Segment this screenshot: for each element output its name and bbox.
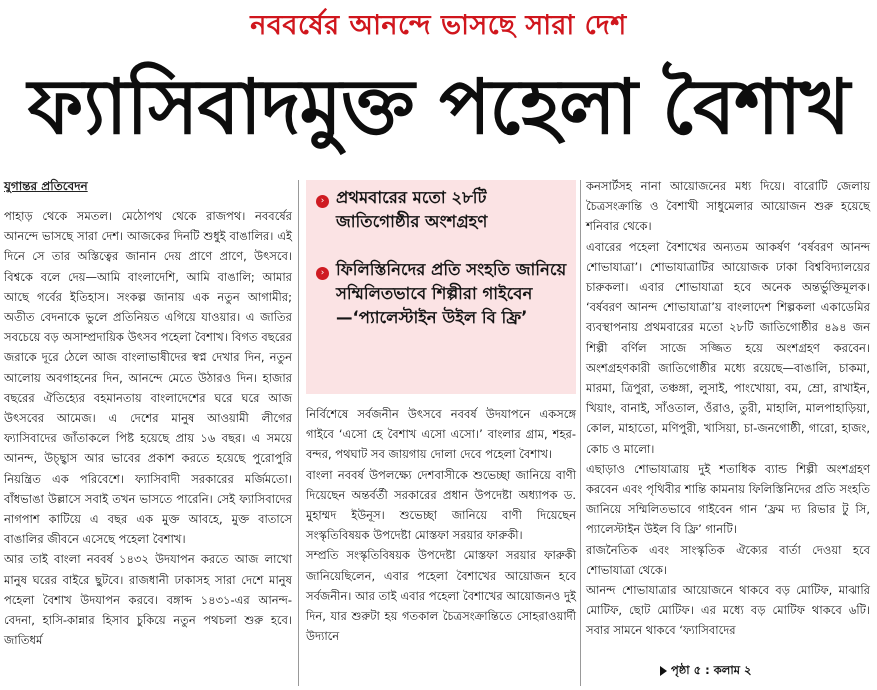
column-divider [298,180,299,686]
bullet-icon: › [316,267,329,280]
byline: যুগান্তর প্রতিবেদন [4,179,88,193]
highlight-box [306,180,576,394]
paragraph: এবারের পহেলা বৈশাখের অন্যতম আকর্ষণ ‘বর্ষবরণ আনন্দ শোভাযাত্রা’। শোভাযাত্রাটির আয়োজক ঢাকা বিশ্ববিদ্যালয়ের চারুকলা। এবার শোভাযাত্রা হবে অনেক অন্তর্ভুক্তিমূলক। ‘বর্ষবরণ আনন্দ শোভাযাত্রা’য় বাংলাদেশ শিল্পকলা একাডেমির ব্যবস্থাপনায় প্রথমবারের মতো ২৮টি জাতিগোষ্ঠীর ৪৯৪ জন শিল্পী বর্ণিল সাজে সজ্জিত হয়ে অংশগ্রহণ করবেন। অংশগ্রহণকারী জাতিগোষ্ঠীর মধ্যে রয়েছে—বাঙালি, চাকমা, মারমা, ত্রিপুরা, তঞ্চঙ্গা, লুসাই, পাংখোয়া, বম, ম্রো, রাখাইন, খিয়াং, বানাই, সাঁওতাল, ওঁরাও, তুরী, মাহালি, মালপাহাড়িয়া, কোল, মাহাতো, মণিপুরী, খাসিয়া, চা-জনগোষ্ঠী, গারো, হাজং, কোচ ও মালো। [586,239,870,456]
continuation-text: পৃষ্ঠা ৫ : কলাম ২ [671,663,752,677]
paragraph: সম্প্রতি সংস্কৃতিবিষয়ক উপদেষ্টা মোস্তফা সরয়ার ফারুকী জানিয়েছিলেন, এবার পহেলা বৈশাখের আয়োজন হবে সর্বজনীন। আর তাই এবার পহেলা বৈশাখের আয়োজনও দুই দিন, যার শুরুটা হয় গতকাল চৈত্রসংক্রান্তিতে সোহরাওয়ার্দী উদ্যানে [306,548,576,644]
continuation-note [660,662,752,681]
main-headline: ফ্যাসিবাদমুক্ত পহেলা বৈশাখ [27,62,850,151]
paragraph: রাজনৈতিক এবং সাংস্কৃতিক ঐক্যের বার্তা দেওয়া হবে শোভাযাত্রা থেকে। [586,542,870,577]
paragraph: এছাড়াও শোভাযাত্রায় দুই শতাধিক ব্যান্ড শিল্পী অংশগ্রহণ করবেন এবং পৃথিবীর শান্তি কামনায় ফিলিস্তিনিদের প্রতি সংহতি জানিয়ে সম্মিলিতভাবে গাইবেন গান ‘ফ্রম দ্য রিভার টু সি, প্যালেস্টাইন উইল বি ফ্রি’ গানটি। [586,461,870,537]
article-column-3 [586,176,870,641]
highlight-item [316,186,568,234]
paragraph: পাহাড় থেকে সমতল। মেঠোপথ থেকে রাজপথ। নববর্ষের আনন্দে ভাসছে সারা দেশ। আজকের দিনটি শুধুই বাঙালির। এই দিনে সে তার অস্তিত্বের জানান দেয় প্রাণে প্রাণে, উৎসবে। বিশ্বকে বলে দেয়—আমি বাংলাদেশি, আমি বাঙালি; আমার আছে গর্বের ইতিহাস। সংকল্প জানায় এক নতুন আগামীর; অতীত বেদনাকে ভুলে প্রতিনিয়ত এগিয়ে যাওয়ার। এ জাতির সবচেয়ে বড় অসাম্প্রদায়িক উৎসব পহেলা বৈশাখ। বিগত বছরের জরাকে দূরে ঠেলে আজ বাংলাভাষীদের স্বপ্ন দেখার দিন, নতুন আলোয় অবগাহনের দিন, আনন্দে মেতে উঠারও দিন। হাজার বছরের ঐতিহ্যের বহমানতায় বাংলাদেশের ঘরে ঘরে আজ উৎসবের আমেজ। এ দেশের মানুষ আওয়ামী লীগের ফ্যাসিবাদের জাঁতাকলে পিষ্ট হয়েছে প্রায় ১৬ বছর। এ সময়ে আনন্দ, উচ্ছ্বাস আর ভাবের প্রকাশ করতে হয়েছে পুরোপুরি নিয়ন্ত্রিত এক পরিবেশে। ফ্যাসিবাদী সরকারের মর্জিমতো। বাঁধভাঙা উল্লাসে সবাই তখন ভাসতে পারেনি। সেই ফ্যাসিবাদের নাগপাশ কাটিয়ে এ বছর এক মুক্ত আবহে, মুক্ত বাতাসে বাঙালির জীবনে এসেছে পহেলা বৈশাখ। [4,209,292,547]
highlight-item [316,258,568,330]
kicker-headline: নববর্ষের আনন্দে ভাসছে সারা দেশ [250,10,627,41]
column-divider [580,180,581,686]
paragraph: আর তাই বাংলা নববর্ষ ১৪৩২ উদযাপন করতে আজ লাখো মানুষ ঘরের বাইরে ছুটবে। রাজধানী ঢাকাসহ সারা দেশে মানুষ পহেলা বৈশাখ উদযাপন করবে। বঙ্গাব্দ ১৪৩১-এর আনন্দ-বেদনা, হাসি-কান্নার হিসাব চুকিয়ে নতুন পথচলা শুরু হবে। জাতিধর্ম [4,552,292,648]
highlight-text: ফিলিস্তিনিদের প্রতি সংহতি জানিয়ে সম্মিলিতভাবে শিল্পীরা গাইবেন—‘প্যালেস্টাইন উইল বি ফ্রি’ [336,260,567,327]
paragraph: বাংলা নববর্ষ উপলক্ষ্যে দেশবাসীকে শুভেচ্ছা জানিয়ে বাণী দিয়েছেন অন্তর্বর্তী সরকারের প্রধান উপদেষ্টা অধ্যাপক ড. মুহাম্মদ ইউনূস। শুভেচ্ছা জানিয়ে বাণী দিয়েছেন সংস্কৃতিবিষয়ক উপদেষ্টা মোস্তফা সরয়ার ফারুকী। [306,467,576,543]
bullet-icon: › [316,195,329,208]
highlight-text: প্রথমবারের মতো ২৮টি জাতিগোষ্ঠীর অংশগ্রহণ [336,188,488,231]
article-column-1 [4,206,292,650]
paragraph: আনন্দ শোভাযাত্রার আয়োজনে থাকবে বড় মোটিফ, মাঝারি মোটিফ, ছোট মোটিফ। এর মধ্যে বড় মোটিফ থাকবে ৬টি। সবার সামনে থাকবে ‘ফ্যাসিবাদের [586,583,870,638]
paragraph: নির্বিশেষে সর্বজনীন উৎসবে নববর্ষ উদযাপনে একসঙ্গে গাইবে ‘এসো হে বৈশাখ এসো এসো।’ বাংলার গ্রাম, শহর-বন্দর, পথঘাট সব জায়গায় দোলা দেবে পহেলা বৈশাখ। [306,407,576,462]
arrow-right-icon [660,666,667,676]
article-column-2 [306,404,576,646]
paragraph: কনসার্টসহ নানা আয়োজনের মধ্য দিয়ে। বারোটি জেলায় চৈত্রসংক্রান্তি ও বৈশাখী সাধুমেলার আয়োজন শুরু হয়েছে শনিবার থেকে। [586,179,870,234]
